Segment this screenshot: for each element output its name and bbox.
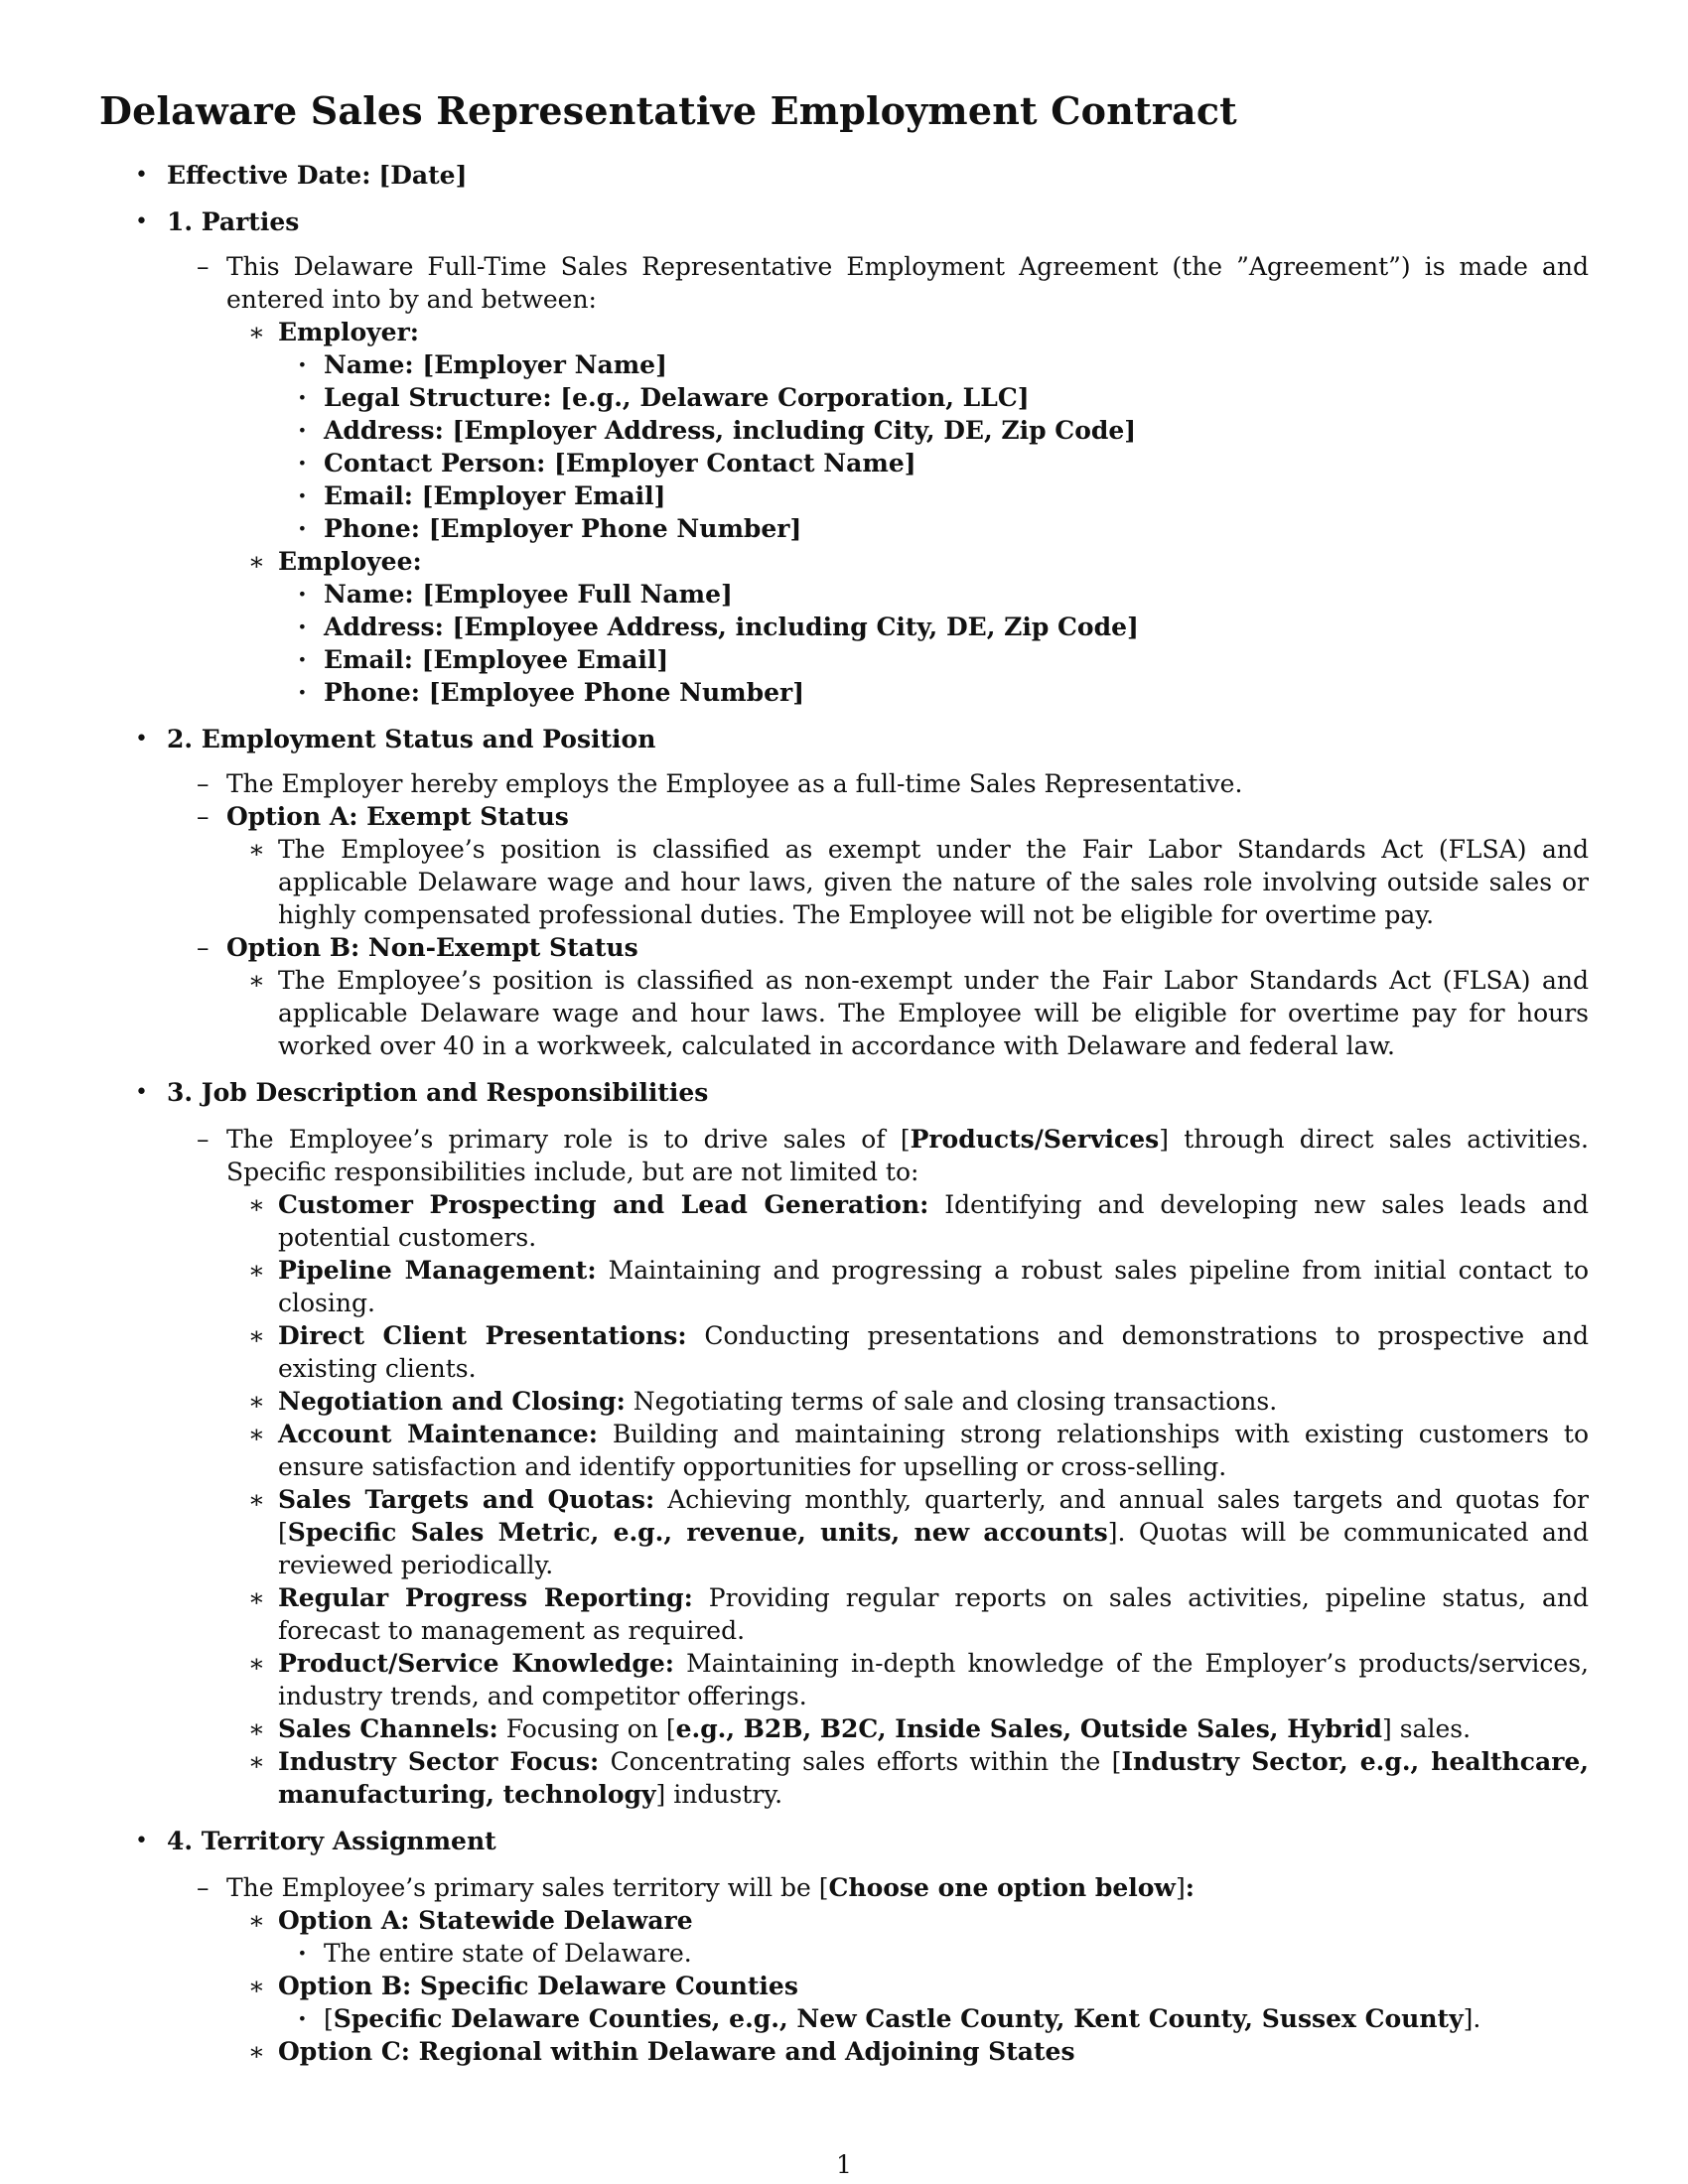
responsibility-label: Pipeline Management:: [278, 1256, 597, 1285]
field-row: [278, 512, 1589, 545]
responsibility-text: Providing regular reports on sales activities, pipeline status, and forecast to management as required.: [278, 1583, 1590, 1645]
responsibility-label: Regular Progress Reporting:: [278, 1583, 693, 1612]
responsibility-item: ∗ Sales Channels: Focusing on [e.g., B2B, B2C, Inside Sales, Outside Sales, Hybrid] sales.: [226, 1712, 1589, 1745]
field-row: [278, 348, 1589, 381]
option-detail: · The entire state of Delaware.: [278, 1937, 1589, 1970]
field-value: [Employer Phone Number]: [428, 514, 802, 543]
option-detail-placeholder: Specific Delaware Counties, e.g., New Castle County, Kent County, Sussex County: [333, 2004, 1464, 2033]
field-row: [278, 676, 1589, 709]
field-row: [278, 414, 1589, 447]
field-key: Email:: [324, 481, 413, 510]
field-value: [Employee Address, including City, DE, Zip Code]: [452, 613, 1139, 641]
field-value: [Employer Contact Name]: [554, 449, 916, 478]
list-item: – The Employee’s primary sales territory will be [Choose one option below]: ∗ Option A: Statewide Delaware · The entire state of Delaware. ∗ Option B: Specific Delaware Counties · [Specific Delaware Counties, e.g., New Castle County, Kent County, Sussex County]. ∗ Option C: Regional within Delaware and Adjoining States: [167, 1871, 1589, 2068]
territory-option-c: [226, 2035, 1589, 2068]
document-page: [99, 83, 1589, 2082]
responsibility-placeholder: e.g., B2B, B2C, Inside Sales, Outside Sales, Hybrid: [675, 1714, 1382, 1743]
field-key: Contact Person:: [324, 449, 546, 478]
field-key: Phone:: [324, 678, 420, 707]
responsibility-list: [226, 1188, 1589, 1811]
field-row: [278, 643, 1589, 676]
document-title: Delaware Sales Representative Employment Contract: [99, 88, 1237, 133]
employer-fields: [278, 348, 1589, 545]
responsibility-text: Maintaining and progressing a robust sales pipeline from initial contact to closing.: [278, 1256, 1589, 1317]
field-row: [278, 447, 1589, 479]
responsibility-text: Conducting presentations and demonstrations to prospective and existing clients.: [278, 1321, 1589, 1383]
list-item: [167, 767, 1589, 800]
responsibility-text-after: . Quotas will be communicated and reviewed periodically.: [278, 1518, 1589, 1579]
parties-intro: This Delaware Full-Time Sales Representative Employment Agreement (the ”Agreement”) is made and entered into by and between:: [226, 252, 1589, 314]
section-heading: • 4. Territory Assignment: [167, 1827, 496, 1855]
territory-option-b: [226, 1970, 1589, 2035]
option-detail-after: .: [1473, 2004, 1481, 2033]
responsibility-label: Negotiation and Closing:: [278, 1387, 626, 1416]
responsibility-item: [226, 1188, 1589, 1254]
responsibility-placeholder: Industry Sector, e.g., healthcare, manufacturing, technology: [278, 1747, 1589, 1809]
responsibility-item: [226, 1385, 1589, 1418]
effective-date-item: [99, 159, 1589, 192]
territory-intro-pre: The Employee’s primary sales territory will be: [226, 1873, 819, 1902]
section-list: [99, 159, 1589, 2068]
responsibility-label: Sales Channels:: [278, 1714, 498, 1743]
territory-intro-placeholder: Choose one option below: [828, 1873, 1176, 1902]
field-key: Legal Structure:: [324, 383, 552, 412]
employment-option-a: [167, 800, 1589, 931]
job-intro-pre: The Employee’s primary role is to drive sales of: [226, 1125, 901, 1154]
section-heading: • 3. Job Description and Responsibilities: [167, 1078, 709, 1107]
responsibility-item: [226, 1581, 1589, 1647]
job-intro-placeholder: Products/Services: [910, 1125, 1160, 1154]
field-value: [Employee Full Name]: [422, 580, 733, 609]
effective-date-label: Effective Date:: [167, 161, 371, 190]
section-parties: [99, 205, 1589, 709]
field-value: [Employer Address, including City, DE, Zip Code]: [452, 416, 1137, 445]
field-value: [Employee Email]: [421, 645, 669, 674]
responsibility-text: Identifying and developing new sales leads and potential customers.: [278, 1190, 1589, 1252]
responsibility-item: [226, 1254, 1589, 1319]
field-row: [278, 611, 1589, 643]
option-text: ∗ The Employee’s position is classified as non-exempt under the Fair Labor Standards Act (FLSA) and applicable Delaware wage and hour laws. The Employee will be eligible for overtime pay for hours worked over 40 in a workweek, calculated in accordance with Delaware and federal law.: [226, 964, 1589, 1062]
employment-option-b: [167, 931, 1589, 1062]
field-row: [278, 381, 1589, 414]
field-key: Email:: [324, 645, 413, 674]
list-item: [167, 250, 1589, 709]
option-label: Option A: Statewide Delaware: [278, 1906, 693, 1935]
employee-block: [226, 545, 1589, 709]
responsibility-text: Achieving monthly, quarterly, and annual sales targets and quotas for: [667, 1485, 1589, 1514]
field-key: Name:: [324, 350, 414, 379]
responsibility-label: Direct Client Presentations:: [278, 1321, 687, 1350]
option-label: Option A: Exempt Status: [226, 802, 569, 831]
territory-intro-post: :: [1185, 1873, 1195, 1902]
field-row: [278, 578, 1589, 611]
field-key: Address:: [324, 613, 444, 641]
job-intro-post: through direct sales activities. Specific responsibilities include, but are not limited to:: [226, 1125, 1589, 1186]
page-number: 1: [836, 2150, 852, 2179]
section-employment: [99, 723, 1589, 1062]
section-heading: • 1. Parties: [167, 207, 300, 236]
employee-label: Employee:: [278, 547, 422, 576]
responsibility-label: Product/Service Knowledge:: [278, 1649, 674, 1678]
section-territory: [99, 1825, 1589, 2068]
responsibility-item: ∗ Industry Sector Focus: Concentrating sales efforts within the [Industry Sector, e.g., healthcare, manufacturing, technology] industry.: [226, 1745, 1589, 1811]
responsibility-text-after: industry.: [665, 1780, 783, 1809]
field-value: [Employer Name]: [422, 350, 667, 379]
section-heading: • 2. Employment Status and Position: [167, 725, 656, 753]
option-label: Option B: Non-Exempt Status: [226, 933, 638, 962]
responsibility-text: Focusing on: [505, 1714, 666, 1743]
field-key: Name:: [324, 580, 414, 609]
field-value: [Employee Phone Number]: [428, 678, 805, 707]
option-detail: · [Specific Delaware Counties, e.g., New Castle County, Kent County, Sussex County].: [278, 2002, 1589, 2035]
responsibility-label: Industry Sector Focus:: [278, 1747, 600, 1776]
field-value: [Employer Email]: [421, 481, 666, 510]
responsibility-item: [226, 1418, 1589, 1483]
field-key: Phone:: [324, 514, 420, 543]
field-value: [e.g., Delaware Corporation, LLC]: [560, 383, 1030, 412]
territory-option-a: [226, 1904, 1589, 1970]
responsibility-item: [226, 1647, 1589, 1712]
option-label: Option C: Regional within Delaware and Adjoining States: [278, 2037, 1075, 2066]
responsibility-item: [226, 1319, 1589, 1385]
responsibility-text-after: sales.: [1391, 1714, 1472, 1743]
responsibility-label: Customer Prospecting and Lead Generation:: [278, 1190, 929, 1219]
responsibility-text: Concentrating sales efforts within the: [610, 1747, 1112, 1776]
responsibility-placeholder: Specific Sales Metric, e.g., revenue, units, new accounts: [287, 1518, 1108, 1547]
option-text: ∗ The Employee’s position is classified as exempt under the Fair Labor Standards Act (FLSA) and applicable Delaware wage and hour laws, given the nature of the sales role involving outside sales or highly compensated professional duties. The Employee will not be eligible for overtime pay.: [226, 833, 1589, 931]
field-key: Address:: [324, 416, 444, 445]
responsibility-label: Sales Targets and Quotas:: [278, 1485, 655, 1514]
option-label: Option B: Specific Delaware Counties: [278, 1972, 798, 2000]
section-job-description: [99, 1076, 1589, 1811]
effective-date-value: [Date]: [378, 161, 468, 190]
list-item: – The Employee’s primary role is to drive sales of [Products/Services] through direct sales activities. Specific responsibilities include, but are not limited to: ∗ Customer Prospecting and Lead Generation: Identifying and developing new sales leads and potential customers. ∗ Pipeline Management: Maintaining and progressing a robust sales pipeline from initial contact to closing. ∗ Direct Client Presentations: Conducting presentations and demonstrations to prospective and existing clients. ∗ Negotiation and Closing: Negotiating terms of sale and closing transactions. ∗ Account Maintenance: Building and maintaining strong relationships with existing customers to ensure satisfaction and identify opportunities for upselling or cross-selling. ∗ Sales Targets and Quotas: Achieving monthly, quarterly, and annual sales targets and quotas for [Specific Sales Metric, e.g., revenue, units, new accounts]. Quotas will be communicated and reviewed periodically. ∗ Regular Progress Reporting: Providing regular reports on sales activities, pipeline status, and forecast to management as required. ∗ Product/Service Knowledge: Maintaining in-depth knowledge of the Employer’s products/services, industry trends, and competitor offerings. ∗ Sales Channels: Focusing on [e.g., B2B, B2C, Inside Sales, Outside Sales, Hybrid] sales. ∗ Industry Sector Focus: Concentrating sales efforts within the [Industry Sector, e.g., healthcare, manufacturing, technology] industry.: [167, 1123, 1589, 1811]
field-row: [278, 479, 1589, 512]
responsibility-text: Negotiating terms of sale and closing transactions.: [633, 1387, 1278, 1416]
employee-fields: [278, 578, 1589, 709]
employment-intro: The Employer hereby employs the Employee as a full-time Sales Representative.: [226, 769, 1243, 798]
employer-label: Employer:: [278, 318, 419, 346]
employer-block: [226, 316, 1589, 545]
responsibility-text: Building and maintaining strong relationships with existing customers to ensure satisfaction and identify opportunities for upselling or cross-selling.: [278, 1420, 1590, 1481]
responsibility-item: ∗ Sales Targets and Quotas: Achieving monthly, quarterly, and annual sales targets and quotas for [Specific Sales Metric, e.g., revenue, units, new accounts]. Quotas will be communicated and reviewed periodically.: [226, 1483, 1589, 1581]
responsibility-text: Maintaining in-depth knowledge of the Employer’s products/services, industry trends, and competitor offerings.: [278, 1649, 1590, 1710]
responsibility-label: Account Maintenance:: [278, 1420, 598, 1448]
